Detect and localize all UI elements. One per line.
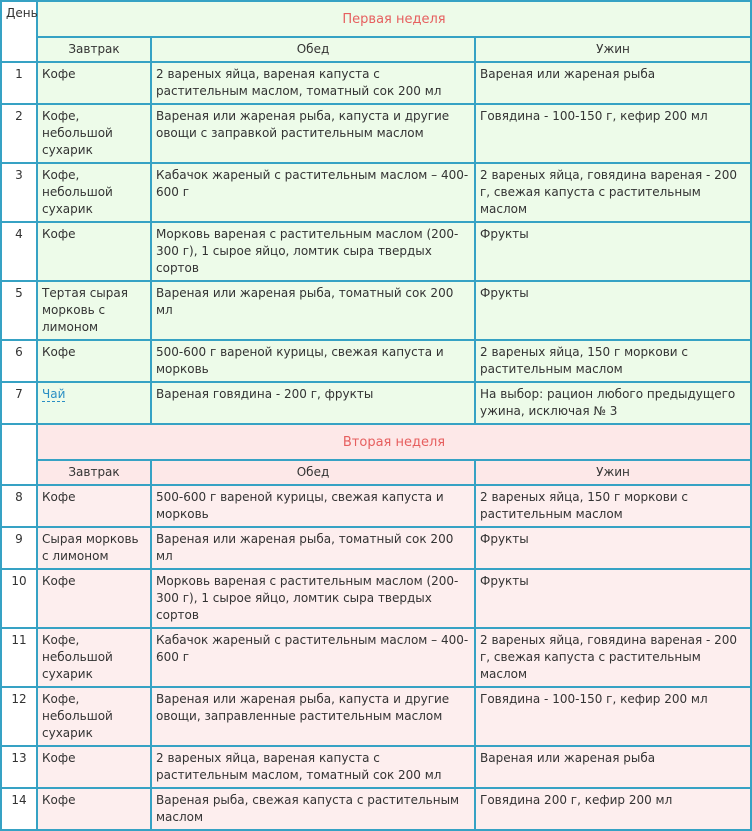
day-column-blank bbox=[1, 424, 37, 485]
table-row bbox=[1, 281, 751, 340]
day-number: 8 bbox=[1, 485, 37, 527]
week2-title-row bbox=[1, 424, 751, 460]
table-row bbox=[1, 222, 751, 281]
day-number: 9 bbox=[1, 527, 37, 569]
dinner-cell: Вареная или жареная рыба bbox=[475, 746, 751, 788]
lunch-cell: Кабачок жареный с растительным маслом – 400-600 г bbox=[151, 163, 475, 222]
lunch-cell: 2 вареных яйца, вареная капуста с растительным маслом, томатный сок 200 мл bbox=[151, 62, 475, 104]
table-row bbox=[1, 628, 751, 687]
dinner-cell: 2 вареных яйца, 150 г моркови с растительным маслом bbox=[475, 485, 751, 527]
lunch-cell: Вареная или жареная рыба, томатный сок 200 мл bbox=[151, 281, 475, 340]
dinner-cell: Говядина - 100-150 г, кефир 200 мл bbox=[475, 104, 751, 163]
breakfast-cell: Тертая сырая морковь с лимоном bbox=[37, 281, 151, 340]
breakfast-cell: Кофе bbox=[37, 788, 151, 830]
column-header-lunch: Обед bbox=[151, 37, 475, 62]
day-number: 3 bbox=[1, 163, 37, 222]
table-row bbox=[1, 104, 751, 163]
day-number: 4 bbox=[1, 222, 37, 281]
dinner-cell: Фрукты bbox=[475, 281, 751, 340]
lunch-cell: 500-600 г вареной курицы, свежая капуста и морковь bbox=[151, 340, 475, 382]
day-number: 7 bbox=[1, 382, 37, 424]
dinner-cell: Фрукты bbox=[475, 527, 751, 569]
day-number: 11 bbox=[1, 628, 37, 687]
dinner-cell: 2 вареных яйца, 150 г моркови с растительным маслом bbox=[475, 340, 751, 382]
table-row bbox=[1, 382, 751, 424]
breakfast-cell: Кофе bbox=[37, 569, 151, 628]
breakfast-cell: Кофе bbox=[37, 485, 151, 527]
week2-title: Вторая неделя bbox=[37, 424, 751, 460]
dinner-cell: Говядина - 100-150 г, кефир 200 мл bbox=[475, 687, 751, 746]
lunch-cell: Вареная рыба, свежая капуста с растительным маслом bbox=[151, 788, 475, 830]
lunch-cell: 500-600 г вареной курицы, свежая капуста и морковь bbox=[151, 485, 475, 527]
week1-title: Первая неделя bbox=[37, 1, 751, 37]
breakfast-cell bbox=[37, 382, 151, 424]
week1-title-row bbox=[1, 1, 751, 37]
table-row bbox=[1, 788, 751, 830]
dinner-cell: 2 вареных яйца, говядина вареная - 200 г, свежая капуста с растительным маслом bbox=[475, 163, 751, 222]
lunch-cell: Вареная или жареная рыба, капуста и другие овощи с заправкой растительным маслом bbox=[151, 104, 475, 163]
day-number: 1 bbox=[1, 62, 37, 104]
breakfast-cell: Кофе bbox=[37, 222, 151, 281]
table-row bbox=[1, 687, 751, 746]
breakfast-cell: Кофе, небольшой сухарик bbox=[37, 628, 151, 687]
dinner-cell: 2 вареных яйца, говядина вареная - 200 г, свежая капуста с растительным маслом bbox=[475, 628, 751, 687]
breakfast-cell: Кофе bbox=[37, 340, 151, 382]
column-header-breakfast: Завтрак bbox=[37, 460, 151, 485]
breakfast-cell: Кофе, небольшой сухарик bbox=[37, 687, 151, 746]
day-number: 13 bbox=[1, 746, 37, 788]
tea-link[interactable]: Чай bbox=[42, 387, 66, 401]
lunch-cell: Вареная говядина - 200 г, фрукты bbox=[151, 382, 475, 424]
lunch-cell: Кабачок жареный с растительным маслом – 400-600 г bbox=[151, 628, 475, 687]
lunch-cell: Вареная или жареная рыба, капуста и другие овощи, заправленные растительным маслом bbox=[151, 687, 475, 746]
breakfast-cell: Кофе bbox=[37, 62, 151, 104]
lunch-cell: 2 вареных яйца, вареная капуста с растительным маслом, томатный сок 200 мл bbox=[151, 746, 475, 788]
breakfast-cell: Кофе, небольшой сухарик bbox=[37, 163, 151, 222]
week1-column-headers bbox=[1, 37, 751, 62]
breakfast-cell: Кофе bbox=[37, 746, 151, 788]
table-row bbox=[1, 163, 751, 222]
lunch-cell: Морковь вареная с растительным маслом (200-300 г), 1 сырое яйцо, ломтик сыра твердых сортов bbox=[151, 222, 475, 281]
table-row bbox=[1, 569, 751, 628]
dinner-cell: Говядина 200 г, кефир 200 мл bbox=[475, 788, 751, 830]
column-header-dinner: Ужин bbox=[475, 37, 751, 62]
dinner-cell: Фрукты bbox=[475, 569, 751, 628]
column-header-dinner: Ужин bbox=[475, 460, 751, 485]
week2-column-headers bbox=[1, 460, 751, 485]
column-header-lunch: Обед bbox=[151, 460, 475, 485]
day-number: 5 bbox=[1, 281, 37, 340]
day-number: 10 bbox=[1, 569, 37, 628]
table-row bbox=[1, 527, 751, 569]
table-row bbox=[1, 62, 751, 104]
day-number: 12 bbox=[1, 687, 37, 746]
dinner-cell: Фрукты bbox=[475, 222, 751, 281]
table-row bbox=[1, 485, 751, 527]
breakfast-cell: Сырая морковь с лимоном bbox=[37, 527, 151, 569]
lunch-cell: Вареная или жареная рыба, томатный сок 200 мл bbox=[151, 527, 475, 569]
lunch-cell: Морковь вареная с растительным маслом (200-300 г), 1 сырое яйцо, ломтик сыра твердых сортов bbox=[151, 569, 475, 628]
dinner-cell: На выбор: рацион любого предыдущего ужина, исключая № 3 bbox=[475, 382, 751, 424]
breakfast-cell: Кофе, небольшой сухарик bbox=[37, 104, 151, 163]
table-row bbox=[1, 746, 751, 788]
day-column-header: День bbox=[1, 1, 37, 62]
day-number: 14 bbox=[1, 788, 37, 830]
dinner-cell: Вареная или жареная рыба bbox=[475, 62, 751, 104]
day-number: 6 bbox=[1, 340, 37, 382]
column-header-breakfast: Завтрак bbox=[37, 37, 151, 62]
table-row bbox=[1, 340, 751, 382]
day-number: 2 bbox=[1, 104, 37, 163]
